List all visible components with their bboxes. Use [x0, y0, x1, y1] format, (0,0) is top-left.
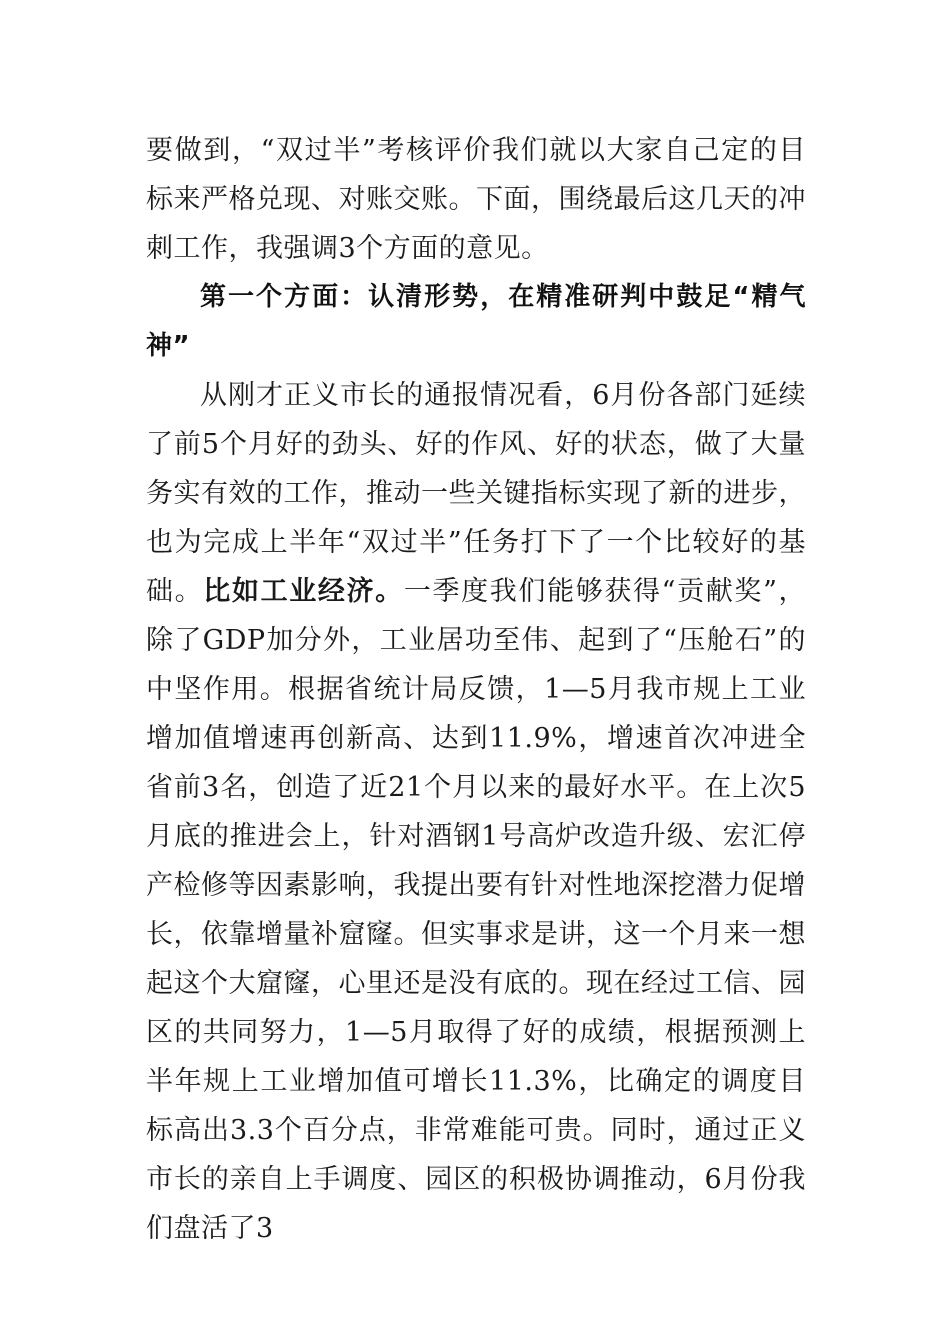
paragraph-body: [146, 371, 806, 1253]
paragraph-text-detail: 一季度我们能够获得“贡献奖”，除了GDP加分外，工业居功至伟、起到了“压舱石”的中坚作用。根据省统计局反馈，1—5月我市规上工业增加值增速再创新高、达到11.9%，增速首次冲进全省前3名，创造了近21个月以来的最好水平。在上次5月底的推进会上，针对酒钢1号高炉改造升级、宏汇停产检修等因素影响，我提出要有针对性地深挖潜力促增长，依靠增量补窟窿。但实事求是讲，这一个月来一想起这个大窟窿，心里还是没有底的。现在经过工信、园区的共同努力，1—5月取得了好的成绩，根据预测上半年规上工业增加值可增长11.3%，比确定的调度目标高出3.3个百分点，非常难能可贵。同时，通过正义市长的亲自上手调度、园区的积极协调推动，6月份我们盘活了3: [146, 576, 807, 1244]
paragraph-text-intro: 从刚才正义市长的通报情况看，6月份各部门延续了前5个月好的劲头、好的作风、好的状态，做了大量务实有效的工作，推动一些关键指标实现了新的进步，也为完成上半年“双过半”任务打下了一个比较好的基础。: [146, 380, 806, 607]
paragraph-bold-lead: 比如工业经济。: [203, 576, 404, 607]
document-body: [146, 126, 806, 1253]
paragraph-continuation: 要做到，“双过半”考核评价我们就以大家自己定的目标来严格兑现、对账交账。下面，围绕最后这几天的冲刺工作，我强调3个方面的意见。: [146, 135, 806, 264]
section-heading: 第一个方面：认清形势，在精准研判中鼓足“精气神”: [146, 282, 806, 361]
